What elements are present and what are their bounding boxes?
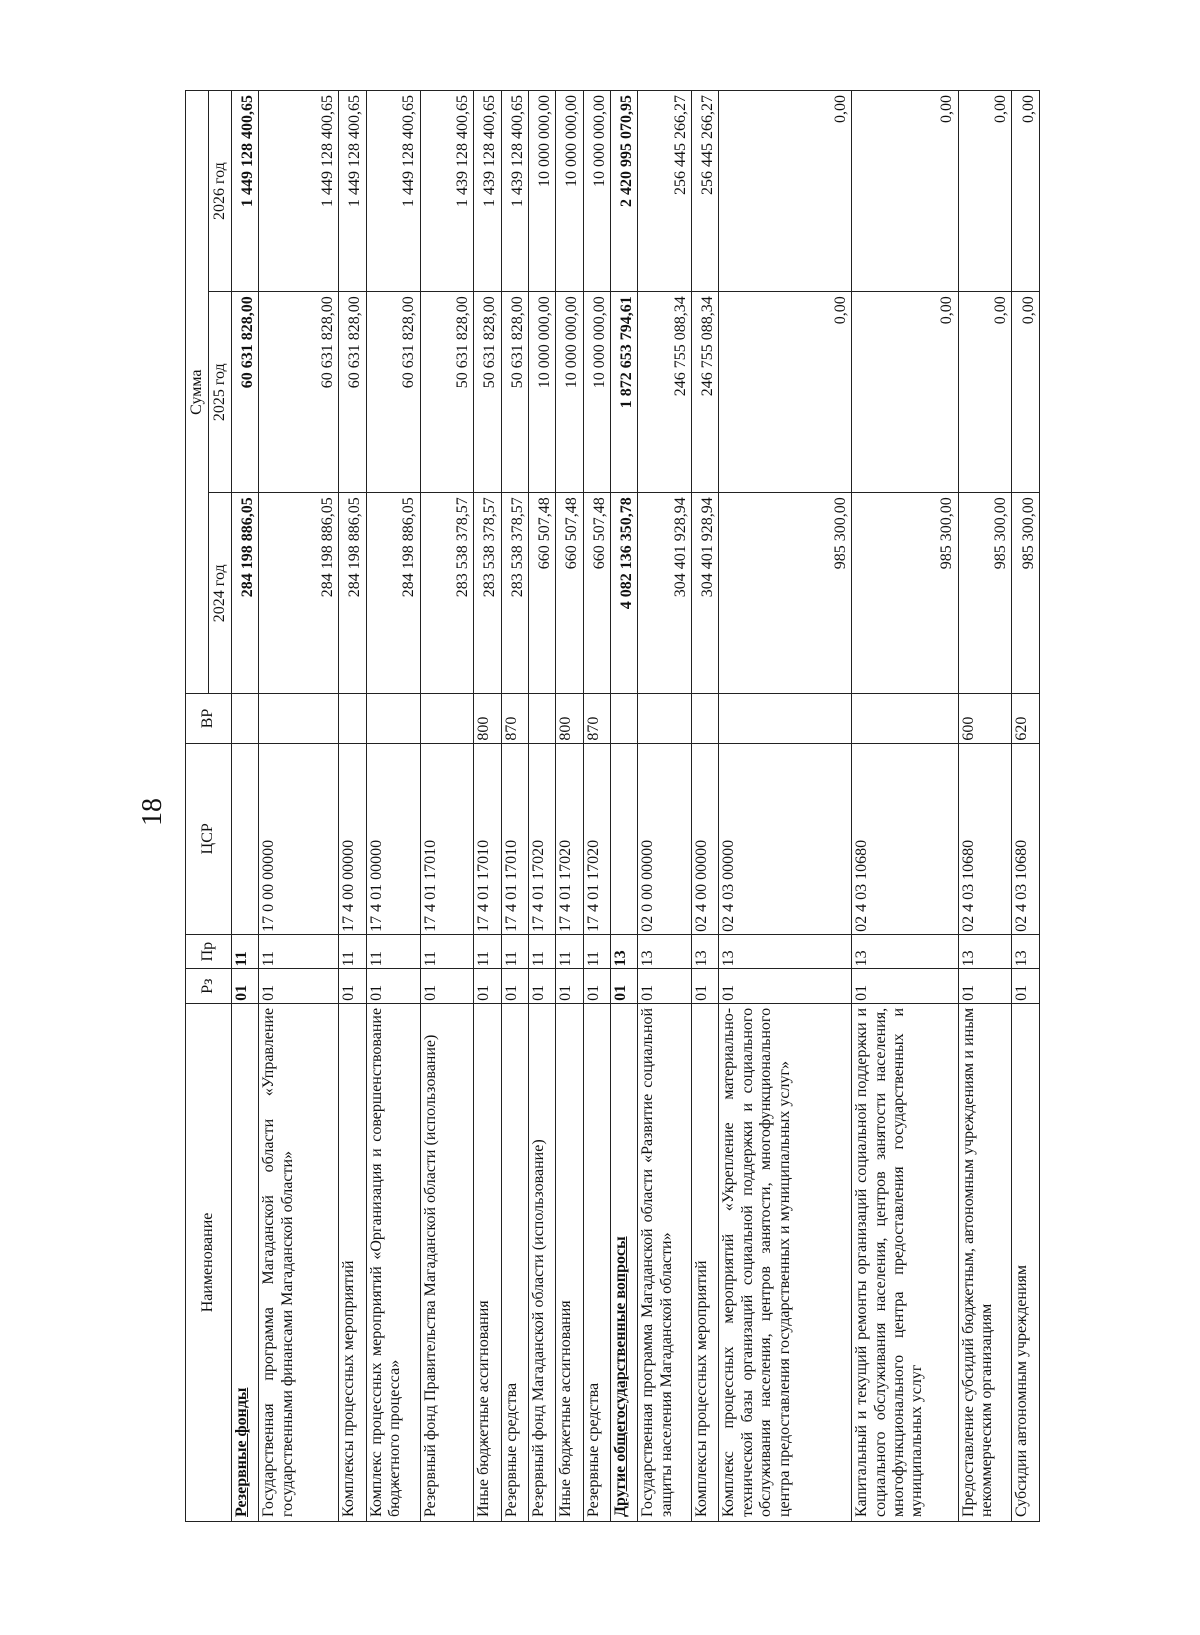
cell-2024: 660 507,48 xyxy=(556,493,583,694)
cell-2024: 284 198 886,05 xyxy=(259,493,339,694)
cell-2024: 284 198 886,05 xyxy=(232,493,259,694)
cell-pr: 11 xyxy=(420,934,474,969)
cell-rz: 01 xyxy=(692,969,719,1004)
cell-pr: 11 xyxy=(366,934,420,969)
cell-2026: 10 000 000,00 xyxy=(528,91,555,292)
cell-pr: 13 xyxy=(852,934,958,969)
cell-2024: 985 300,00 xyxy=(719,493,852,694)
cell-name: Резервные фонды xyxy=(232,1003,259,1521)
cell-2025: 246 755 088,34 xyxy=(692,292,719,493)
cell-vr xyxy=(420,694,474,743)
cell-2026: 1 439 128 400,65 xyxy=(420,91,474,292)
header-year-2024: 2024 год xyxy=(209,493,232,694)
table-page-area xyxy=(185,90,1200,1517)
cell-name: Капитальный и текущий ремонты организаций социальной поддержки и социального обслуживания населения, центров занятости населения, многофункционального центра предоставления государственных и муниципальных услуг xyxy=(852,1003,958,1521)
cell-2024: 304 401 928,94 xyxy=(638,493,692,694)
cell-rz: 01 xyxy=(501,969,528,1004)
cell-pr: 13 xyxy=(638,934,692,969)
cell-rz: 01 xyxy=(339,969,366,1004)
cell-2026: 10 000 000,00 xyxy=(556,91,583,292)
cell-2026: 1 449 128 400,65 xyxy=(259,91,339,292)
cell-2025: 10 000 000,00 xyxy=(528,292,555,493)
cell-2025: 1 872 653 794,61 xyxy=(611,292,638,493)
cell-rz: 01 xyxy=(852,969,958,1004)
cell-2024: 985 300,00 xyxy=(958,493,1012,694)
cell-name: Иные бюджетные ассигнования xyxy=(474,1003,501,1521)
table-row xyxy=(232,91,259,1522)
cell-pr: 11 xyxy=(501,934,528,969)
cell-2026: 1 439 128 400,65 xyxy=(501,91,528,292)
cell-2026: 0,00 xyxy=(958,91,1012,292)
cell-csr: 17 4 01 17010 xyxy=(501,743,528,934)
cell-pr: 11 xyxy=(339,934,366,969)
cell-pr: 11 xyxy=(583,934,610,969)
cell-rz: 01 xyxy=(366,969,420,1004)
cell-2025: 246 755 088,34 xyxy=(638,292,692,493)
cell-2024: 304 401 928,94 xyxy=(692,493,719,694)
budget-table xyxy=(185,90,1040,1522)
table-row xyxy=(1012,91,1040,1522)
cell-2025: 50 631 828,00 xyxy=(474,292,501,493)
cell-rz: 01 xyxy=(232,969,259,1004)
cell-2025: 10 000 000,00 xyxy=(556,292,583,493)
cell-csr: 02 0 00 00000 xyxy=(638,743,692,934)
cell-2024: 284 198 886,05 xyxy=(339,493,366,694)
cell-2025: 60 631 828,00 xyxy=(366,292,420,493)
cell-pr: 11 xyxy=(474,934,501,969)
cell-vr xyxy=(259,694,339,743)
cell-vr: 870 xyxy=(583,694,610,743)
cell-name: Комплекс процессных мероприятий «Организация и совершенствование бюджетного процесса» xyxy=(366,1003,420,1521)
cell-2024: 985 300,00 xyxy=(852,493,958,694)
header-sum: Сумма xyxy=(186,91,209,694)
cell-name: Иные бюджетные ассигнования xyxy=(556,1003,583,1521)
cell-2024: 283 538 378,57 xyxy=(501,493,528,694)
table-row xyxy=(528,91,555,1522)
cell-2026: 256 445 266,27 xyxy=(692,91,719,292)
rotated-table-wrapper xyxy=(185,90,1040,1522)
table-row xyxy=(501,91,528,1522)
cell-name: Резервные средства xyxy=(501,1003,528,1521)
cell-vr: 800 xyxy=(556,694,583,743)
cell-csr: 17 0 00 00000 xyxy=(259,743,339,934)
table-row xyxy=(583,91,610,1522)
cell-rz: 01 xyxy=(1012,969,1040,1004)
cell-pr: 11 xyxy=(528,934,555,969)
cell-pr: 11 xyxy=(259,934,339,969)
cell-2025: 0,00 xyxy=(1012,292,1040,493)
cell-vr xyxy=(528,694,555,743)
table-row xyxy=(474,91,501,1522)
cell-name: Комплекс процессных мероприятий «Укрепление материально-технической базы организаций социальной поддержки и социального обслуживания населения, центров занятости, многофункционального центра предоставления государственных и муниципальных услуг» xyxy=(719,1003,852,1521)
cell-vr xyxy=(719,694,852,743)
table-row xyxy=(611,91,638,1522)
cell-pr: 11 xyxy=(556,934,583,969)
cell-pr: 11 xyxy=(232,934,259,969)
header-row-1 xyxy=(186,91,209,1522)
cell-rz: 01 xyxy=(259,969,339,1004)
cell-vr: 800 xyxy=(474,694,501,743)
table-row xyxy=(259,91,339,1522)
cell-2026: 256 445 266,27 xyxy=(638,91,692,292)
cell-name: Субсидии автономным учреждениям xyxy=(1012,1003,1040,1521)
cell-2025: 60 631 828,00 xyxy=(232,292,259,493)
table-row xyxy=(556,91,583,1522)
table-row xyxy=(719,91,852,1522)
cell-rz: 01 xyxy=(611,969,638,1004)
cell-2025: 60 631 828,00 xyxy=(259,292,339,493)
cell-vr xyxy=(366,694,420,743)
cell-csr: 17 4 01 17010 xyxy=(474,743,501,934)
cell-csr: 17 4 01 00000 xyxy=(366,743,420,934)
header-year-2025: 2025 год xyxy=(209,292,232,493)
cell-name: Резервный фонд Правительства Магаданской области (использование) xyxy=(420,1003,474,1521)
cell-2026: 1 449 128 400,65 xyxy=(366,91,420,292)
cell-pr: 13 xyxy=(958,934,1012,969)
header-vr: ВР xyxy=(186,694,232,743)
cell-vr: 600 xyxy=(958,694,1012,743)
cell-2024: 985 300,00 xyxy=(1012,493,1040,694)
cell-name: Резервные средства xyxy=(583,1003,610,1521)
cell-rz: 01 xyxy=(638,969,692,1004)
cell-2025: 0,00 xyxy=(958,292,1012,493)
cell-2026: 2 420 995 070,95 xyxy=(611,91,638,292)
cell-2026: 10 000 000,00 xyxy=(583,91,610,292)
cell-2024: 660 507,48 xyxy=(528,493,555,694)
cell-2025: 0,00 xyxy=(719,292,852,493)
cell-csr xyxy=(232,743,259,934)
cell-name: Резервный фонд Магаданской области (использование) xyxy=(528,1003,555,1521)
cell-rz: 01 xyxy=(583,969,610,1004)
cell-rz: 01 xyxy=(556,969,583,1004)
cell-csr: 17 4 01 17020 xyxy=(528,743,555,934)
header-pr: Пр xyxy=(186,934,232,969)
header-year-2026: 2026 год xyxy=(209,91,232,292)
cell-vr xyxy=(611,694,638,743)
table-row xyxy=(366,91,420,1522)
cell-pr: 13 xyxy=(611,934,638,969)
table-row xyxy=(420,91,474,1522)
cell-name: Государственная программа Магаданской области «Управление государственными финансами Магаданской области» xyxy=(259,1003,339,1521)
table-row xyxy=(958,91,1012,1522)
cell-2024: 283 538 378,57 xyxy=(420,493,474,694)
cell-pr: 13 xyxy=(692,934,719,969)
cell-2024: 660 507,48 xyxy=(583,493,610,694)
cell-rz: 01 xyxy=(528,969,555,1004)
cell-csr: 17 4 00 00000 xyxy=(339,743,366,934)
cell-csr: 17 4 01 17020 xyxy=(556,743,583,934)
cell-2026: 1 449 128 400,65 xyxy=(339,91,366,292)
cell-name: Предоставление субсидий бюджетным, автономным учреждениям и иным некоммерческим организациям xyxy=(958,1003,1012,1521)
cell-name: Комплексы процессных мероприятий xyxy=(339,1003,366,1521)
cell-2025: 10 000 000,00 xyxy=(583,292,610,493)
cell-name: Комплексы процессных мероприятий xyxy=(692,1003,719,1521)
cell-2026: 0,00 xyxy=(852,91,958,292)
cell-2024: 283 538 378,57 xyxy=(474,493,501,694)
table-row xyxy=(692,91,719,1522)
cell-csr xyxy=(611,743,638,934)
cell-2024: 284 198 886,05 xyxy=(366,493,420,694)
page-number: 18 xyxy=(137,798,168,826)
cell-csr: 17 4 01 17020 xyxy=(583,743,610,934)
cell-csr: 02 4 03 00000 xyxy=(719,743,852,934)
cell-2026: 1 439 128 400,65 xyxy=(474,91,501,292)
cell-2025: 50 631 828,00 xyxy=(420,292,474,493)
cell-2025: 0,00 xyxy=(852,292,958,493)
cell-2026: 0,00 xyxy=(719,91,852,292)
cell-rz: 01 xyxy=(958,969,1012,1004)
cell-rz: 01 xyxy=(719,969,852,1004)
cell-vr xyxy=(852,694,958,743)
cell-vr: 870 xyxy=(501,694,528,743)
cell-2025: 60 631 828,00 xyxy=(339,292,366,493)
cell-2026: 1 449 128 400,65 xyxy=(232,91,259,292)
cell-2025: 50 631 828,00 xyxy=(501,292,528,493)
cell-csr: 02 4 03 10680 xyxy=(958,743,1012,934)
cell-csr: 02 4 03 10680 xyxy=(1012,743,1040,934)
cell-vr: 620 xyxy=(1012,694,1040,743)
cell-rz: 01 xyxy=(420,969,474,1004)
cell-name: Другие общегосударственные вопросы xyxy=(611,1003,638,1521)
cell-2026: 0,00 xyxy=(1012,91,1040,292)
header-csr: ЦСР xyxy=(186,743,232,934)
table-row xyxy=(638,91,692,1522)
cell-csr: 02 4 00 00000 xyxy=(692,743,719,934)
header-rz: Рз xyxy=(186,969,232,1004)
table-row xyxy=(852,91,958,1522)
header-name: Наименование xyxy=(186,1003,232,1521)
cell-rz: 01 xyxy=(474,969,501,1004)
table-row xyxy=(339,91,366,1522)
cell-vr xyxy=(638,694,692,743)
cell-pr: 13 xyxy=(1012,934,1040,969)
cell-vr xyxy=(692,694,719,743)
cell-name: Государственная программа Магаданской области «Развитие социальной защиты населения Магаданской области» xyxy=(638,1003,692,1521)
cell-vr xyxy=(232,694,259,743)
cell-csr: 17 4 01 17010 xyxy=(420,743,474,934)
cell-pr: 13 xyxy=(719,934,852,969)
cell-2024: 4 082 136 350,78 xyxy=(611,493,638,694)
cell-csr: 02 4 03 10680 xyxy=(852,743,958,934)
cell-vr xyxy=(339,694,366,743)
